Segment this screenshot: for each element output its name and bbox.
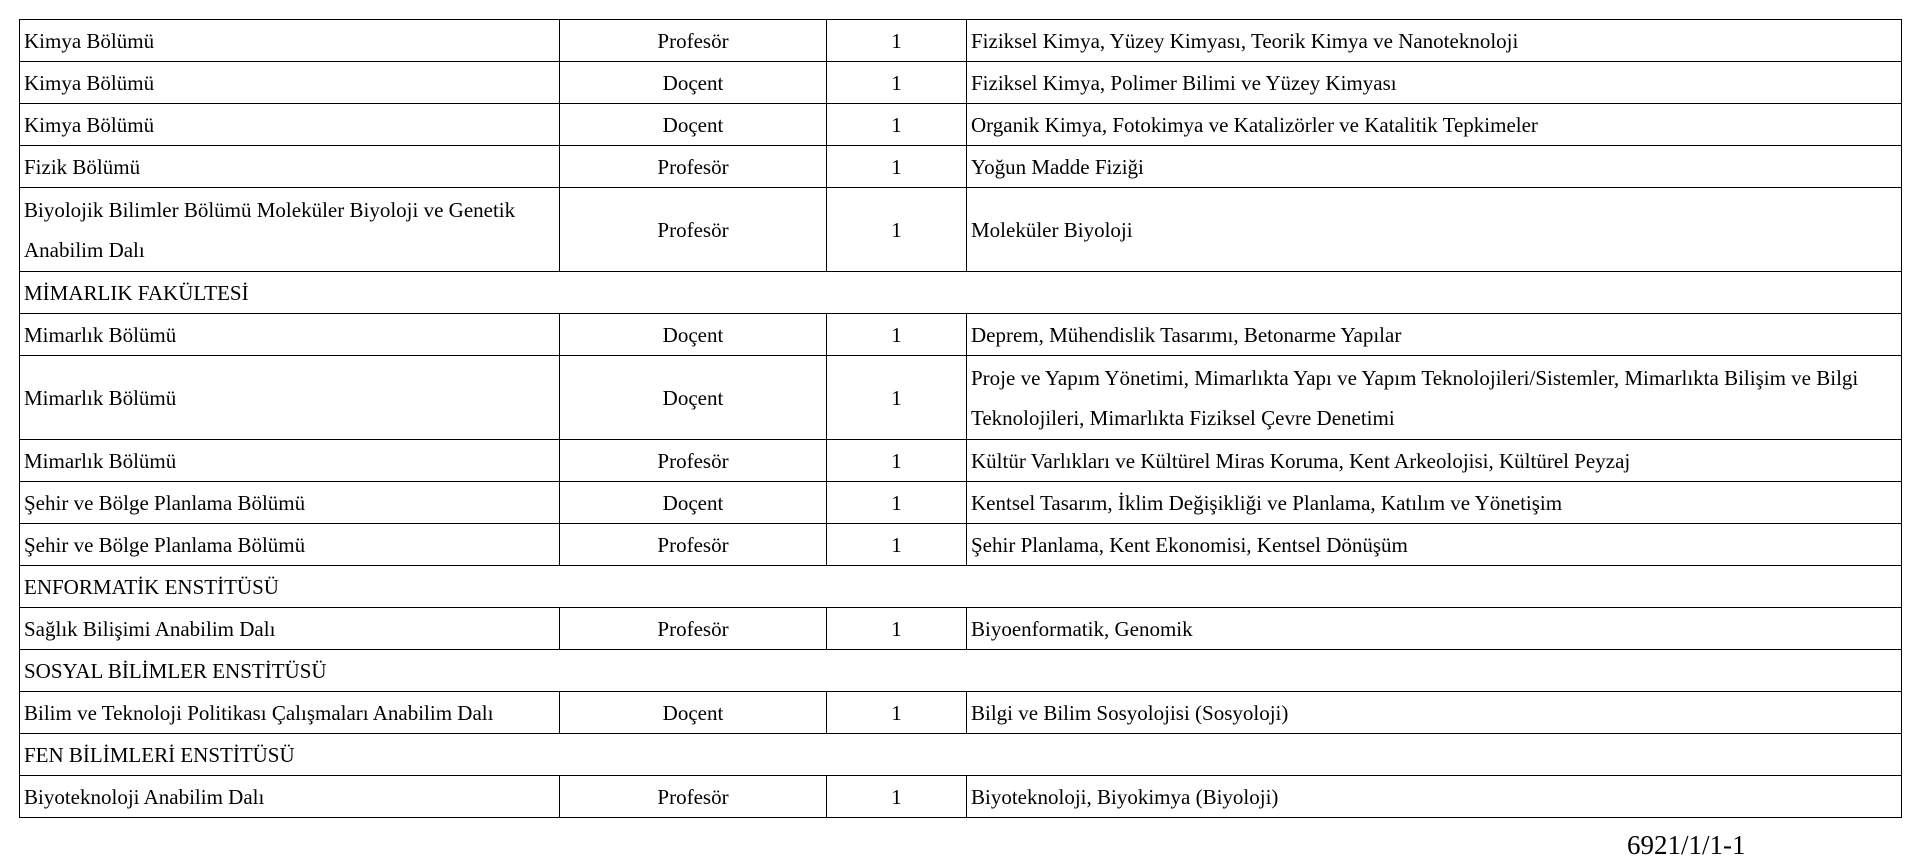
field-cell: Deprem, Mühendislik Tasarımı, Betonarme Yapılar (967, 314, 1902, 356)
department-cell: Biyolojik Bilimler Bölümü Moleküler Biyoloji ve Genetik Anabilim Dalı (20, 188, 560, 272)
field-cell: Fiziksel Kimya, Polimer Bilimi ve Yüzey Kimyası (967, 62, 1902, 104)
department-cell: Kimya Bölümü (20, 62, 560, 104)
count-cell: 1 (827, 440, 967, 482)
table-row (20, 20, 1902, 62)
title-cell: Profesör (560, 146, 827, 188)
department-cell: Fizik Bölümü (20, 146, 560, 188)
table-row (20, 314, 1902, 356)
title-cell: Doçent (560, 482, 827, 524)
table-row (20, 62, 1902, 104)
department-cell: Sağlık Bilişimi Anabilim Dalı (20, 608, 560, 650)
section-heading: MİMARLIK FAKÜLTESİ (20, 272, 1902, 314)
section-row (20, 566, 1902, 608)
position-table (19, 19, 1902, 818)
title-cell: Doçent (560, 62, 827, 104)
department-cell: Kimya Bölümü (20, 20, 560, 62)
table-row (20, 146, 1902, 188)
count-cell: 1 (827, 356, 967, 440)
department-cell: Mimarlık Bölümü (20, 314, 560, 356)
title-cell: Profesör (560, 524, 827, 566)
field-cell: Bilgi ve Bilim Sosyolojisi (Sosyoloji) (967, 692, 1902, 734)
table-row (20, 482, 1902, 524)
department-cell: Kimya Bölümü (20, 104, 560, 146)
count-cell: 1 (827, 314, 967, 356)
section-heading: ENFORMATİK ENSTİTÜSÜ (20, 566, 1902, 608)
department-cell: Mimarlık Bölümü (20, 356, 560, 440)
field-cell: Moleküler Biyoloji (967, 188, 1902, 272)
field-cell: Şehir Planlama, Kent Ekonomisi, Kentsel Dönüşüm (967, 524, 1902, 566)
section-heading: FEN BİLİMLERİ ENSTİTÜSÜ (20, 734, 1902, 776)
table-row (20, 608, 1902, 650)
title-cell: Doçent (560, 314, 827, 356)
field-cell: Yoğun Madde Fiziği (967, 146, 1902, 188)
table-row (20, 188, 1902, 272)
table-row (20, 104, 1902, 146)
field-cell: Biyoteknoloji, Biyokimya (Biyoloji) (967, 776, 1902, 818)
count-cell: 1 (827, 608, 967, 650)
department-cell: Biyoteknoloji Anabilim Dalı (20, 776, 560, 818)
count-cell: 1 (827, 482, 967, 524)
field-cell: Organik Kimya, Fotokimya ve Katalizörler ve Katalitik Tepkimeler (967, 104, 1902, 146)
count-cell: 1 (827, 692, 967, 734)
count-cell: 1 (827, 776, 967, 818)
field-cell: Biyoenformatik, Genomik (967, 608, 1902, 650)
section-heading: SOSYAL BİLİMLER ENSTİTÜSÜ (20, 650, 1902, 692)
department-cell: Şehir ve Bölge Planlama Bölümü (20, 482, 560, 524)
table-row (20, 776, 1902, 818)
department-cell: Mimarlık Bölümü (20, 440, 560, 482)
section-row (20, 272, 1902, 314)
count-cell: 1 (827, 62, 967, 104)
table-row (20, 692, 1902, 734)
count-cell: 1 (827, 146, 967, 188)
title-cell: Doçent (560, 692, 827, 734)
field-cell: Kültür Varlıkları ve Kültürel Miras Koruma, Kent Arkeolojisi, Kültürel Peyzaj (967, 440, 1902, 482)
count-cell: 1 (827, 188, 967, 272)
count-cell: 1 (827, 20, 967, 62)
field-cell: Proje ve Yapım Yönetimi, Mimarlıkta Yapı ve Yapım Teknolojileri/Sistemler, Mimarlıkta Bilişim ve Bilgi Teknolojileri, Mimarlıkta Fiziksel Çevre Denetimi (967, 356, 1902, 440)
section-row (20, 650, 1902, 692)
document-code: 6921/1/1-1 (1627, 830, 1746, 860)
department-cell: Bilim ve Teknoloji Politikası Çalışmaları Anabilim Dalı (20, 692, 560, 734)
field-cell: Kentsel Tasarım, İklim Değişikliği ve Planlama, Katılım ve Yönetişim (967, 482, 1902, 524)
title-cell: Doçent (560, 104, 827, 146)
title-cell: Doçent (560, 356, 827, 440)
title-cell: Profesör (560, 20, 827, 62)
table-row (20, 356, 1902, 440)
department-cell: Şehir ve Bölge Planlama Bölümü (20, 524, 560, 566)
table-row (20, 524, 1902, 566)
section-row (20, 734, 1902, 776)
title-cell: Profesör (560, 188, 827, 272)
count-cell: 1 (827, 104, 967, 146)
count-cell: 1 (827, 524, 967, 566)
field-cell: Fiziksel Kimya, Yüzey Kimyası, Teorik Kimya ve Nanoteknoloji (967, 20, 1902, 62)
title-cell: Profesör (560, 608, 827, 650)
title-cell: Profesör (560, 440, 827, 482)
table-row (20, 440, 1902, 482)
title-cell: Profesör (560, 776, 827, 818)
